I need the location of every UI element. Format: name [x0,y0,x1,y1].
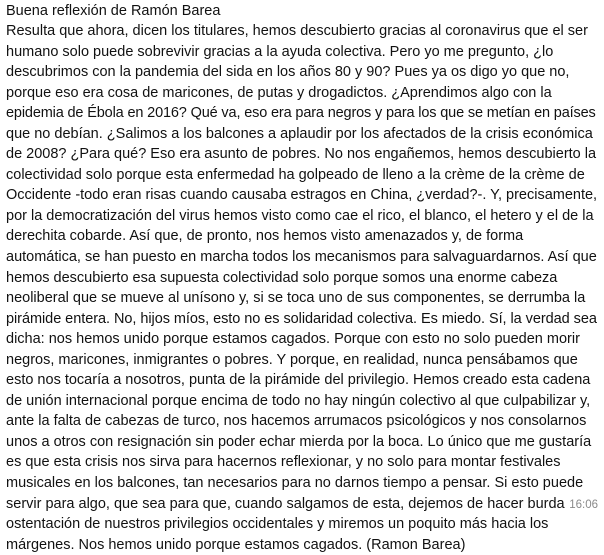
message-timestamp: 16:06 [569,499,598,511]
message-line: descubrimos con la pandemia del sida en los años 80 y 90? Pues ya os digo yo que no, [6,64,570,81]
message-line: hemos descubierto esa supuesta colectividad solo porque somos una enorme cabeza [6,269,558,286]
message-body [6,21,598,555]
message-line: Occidente -todo eran risas cuando causaba estragos en China, ¿verdad?-. Y, precisamente, [6,187,598,204]
message-line: derechita cobarde. Así que, de pronto, nos hemos visto amenazados y, de forma [6,228,524,245]
message-line: por la democratización del virus hemos visto como cae el rico, el blanco, el hetero y el de la [6,207,594,224]
message-line: ostentación de nuestros privilegios occidentales y miremos un poquito más hacia los [6,516,549,533]
message-line: ante la falta de cabezas de turco, nos hacemos arrumacos psicológicos y nos consolarnos [6,413,587,430]
message-line: Resulta que ahora, dicen los titulares, hemos descubierto gracias al coronavirus que el ser [6,23,588,39]
message-line: automática, se han puesto en marcha todos los mecanismos para salvaguardarnos. Así que [6,249,597,266]
message-line: de 2008? ¿Para qué? Eso era asunto de pobres. No nos engañemos, hemos descubierto la [6,146,597,163]
message-line: porque eso era cosa de maricones, de putas y drogadictos. ¿Aprendimos algo con la [6,84,552,101]
message-title: Buena reflexión de Ramón Barea [6,3,221,19]
message-line: colectividad solo porque esta enfermedad ha golpeado de lleno a la crème de la crème de [6,166,585,183]
message-line: epidemia de Ébola en 2016? Qué va, eso era para negros y para los que se metían en países [6,105,596,122]
message-line: pirámide entera. No, hijos míos, esto no es solidaridad colectiva. Es miedo. Sí, la verdad sea [6,310,597,327]
message-line: es que esta crisis nos sirva para hacernos reflexionar, y no solo para montar festivales [6,454,561,471]
message-line: de unión internacional porque encima de todo no hay ningún colectivo al que culpabilizar y, [6,392,591,409]
message-line: que no debían. ¿Salimos a los balcones a aplaudir por los afectados de la crisis económica [6,125,593,142]
message-line: dicha: nos hemos unido porque estamos cagados. Porque con esto no solo pueden morir [6,331,580,348]
message-line: neoliberal que se mueve al unísono y, si se toca uno de sus componentes, se derrumba la [6,290,586,307]
message-line: servir para algo, que sea para que, cuando salgamos de esta, dejemos de hacer burda [6,495,565,512]
message-line: esto nos tocaría a nosotros, punta de la pirámide del privilegio. Hemos creado esta cadena [6,372,591,389]
message-line: negros, maricones, inmigrantes o pobres. Y porque, en realidad, nunca pensábamos que [6,351,578,368]
message-line: humano solo puede sobrevivir gracias a la ayuda colectiva. Pero yo me pregunto, ¿lo [6,43,554,60]
message-line: musicales en los balcones, tan necesarios para no darnos tiempo a pensar. Si esto puede [6,475,584,492]
message-line: unos a otros con resignación sin poder echar mierda por la boca. Lo único que me gustaría [6,433,592,450]
message-line: márgenes. Nos hemos unido porque estamos cagados. (Ramon Barea) [6,536,466,553]
